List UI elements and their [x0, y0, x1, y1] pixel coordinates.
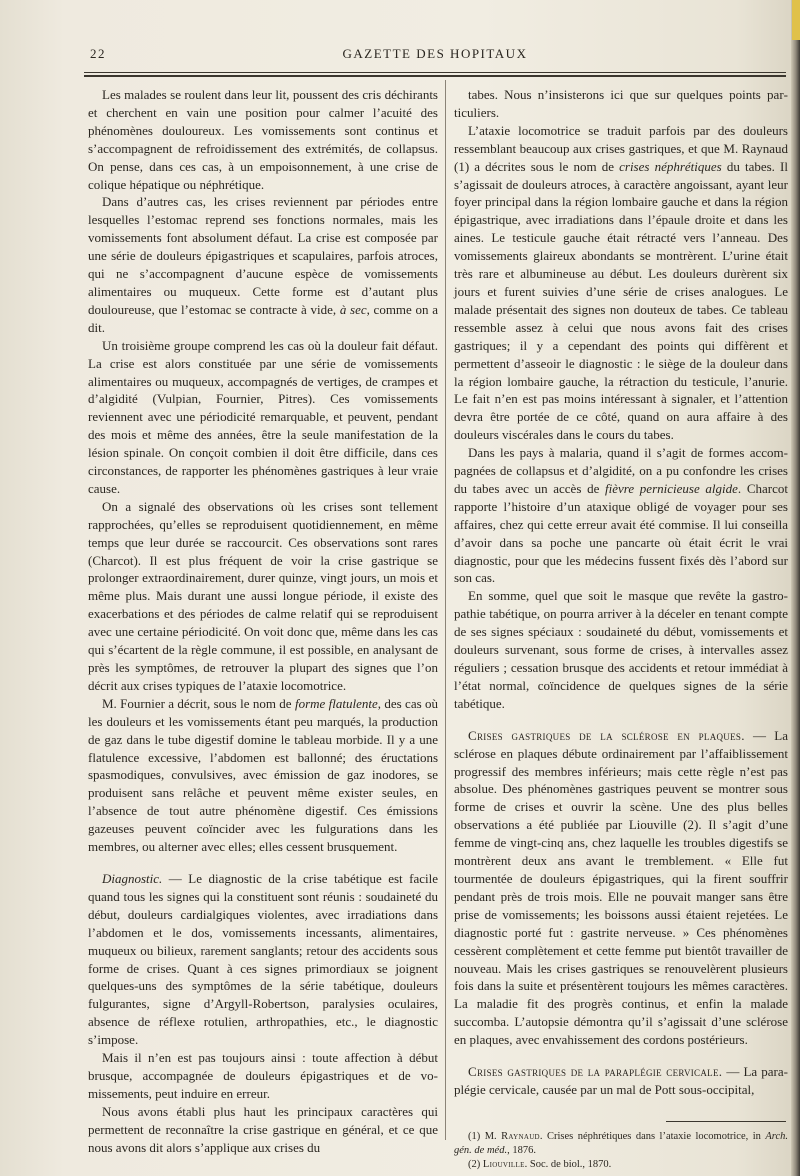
text-run: fièvre pernicieuse algide — [605, 480, 738, 496]
text-run: Nous avons établi plus haut les principaux caractères qui permettent de reconnaître la crise gastrique en général, et ce que nous avons dit alors s’applique aux crises du — [88, 1103, 438, 1155]
footnote — [454, 1158, 788, 1172]
page-number: 22 — [90, 46, 106, 61]
text-run: . Crises néphrétiques dans l’ataxie locomotrice, in — [539, 1130, 766, 1142]
text-run: Un troisième groupe comprend les cas où la douleur fait défaut. La crise est alors constituée par une série de vomissements alimentaires ou muqueux, accompagnés de vertiges, de crampes et d’algidité (Vulpian, Fournier, Pitres). Ces vomissements reviennent avec une périodicité remarquable, et peuvent, pendant des mois et même des années, être la seule manifestation de la lésion spinale. On conçoit combien il doit être difficile, dans ces circonstances, de rapporter les phénomènes gastriques à leur vraie cause. — [88, 337, 438, 496]
text-run: tabes. Nous n’insisterons ici que sur quelques points particuliers. — [454, 87, 788, 120]
paragraph — [88, 1103, 438, 1157]
footnote-rule — [666, 1121, 786, 1122]
text-run: à sec — [339, 301, 367, 317]
text-run: Liouville — [482, 1158, 525, 1170]
left-column — [88, 86, 438, 1156]
text-run: — Le diagnostic de la crise tabétique est facile quand tous les signes qui la constituent sont réunis : soudaineté du début, douleurs cardialgiques violentes, avec irradiations dans l’abdomen et le dos, vomissements incessants, alimentaires, muqueux ou bilieux, rarement sanglants; retour des accidents sous forme de crises. Quant à ces signes primordiaux se joignent quelques-uns des symptômes de la série tabétique, douleurs fulgurantes, signe d’Argyll-Robertson, paralysies oculaires, absence de réflexe rotulien, arthropathies, etc., le diagnostic s’impose. — [88, 870, 438, 1048]
text-run: En somme, quel que soit le masque que revête la gastropathie tabétique, on pourra arriver à la déceler en tenant compte de ses signes spéciaux : soudaineté du début, vomissements et douleurs survenant, sous forme de crises, à intervalles assez réguliers ; cessation brusque des accidents et retour immédiat à l’état normal, coïncidence de quelques signes de la série tabétique. — [454, 588, 788, 711]
paragraph — [88, 86, 438, 193]
paragraph — [88, 870, 438, 1049]
text-run: (2) — [468, 1158, 483, 1170]
paragraph — [454, 727, 788, 1049]
corner-tab-mark — [792, 0, 800, 40]
paragraph — [88, 695, 438, 856]
text-run: — La paraplégie cervicale, causée par un mal de Pott sous-occipital, — [454, 1064, 788, 1097]
text-run: Mais il n’en est pas toujours ainsi : toute affection à début brusque, accompagnée de douleurs épigastriques et de vomissements, peut induire en erreur. — [88, 1050, 438, 1101]
text-run: . Charcot rapporte l’histoire d’un ataxique obligé de voyager pour ses affaires, chez qui cette erreur avait été commise. Il lui conseilla d’avoir dans sa poche une pancarte où était écrit le vrai diagnostic, pour que les médecins fussent fixés dès l’abord sur son cas. — [454, 480, 788, 586]
journal-title: GAZETTE DES HOPITAUX — [342, 46, 528, 61]
text-run: L’ataxie locomotrice se traduit parfois par des douleurs ressemblant beaucoup aux crises gastriques, et que M. Raynaud (1) a décrites sous le nom de — [454, 122, 788, 174]
header-rule-thin — [84, 72, 786, 73]
paragraph — [454, 122, 788, 444]
column-divider — [445, 80, 446, 1140]
text-run: Les malades se roulent dans leur lit, poussent des cris déchirants et cherchent en vain une position pour calmer l’acuité des phénomènes douloureux. Les vomissements sont continus et s’accompagnent de refroidissement des extrémités, de collapsus. On pense, dans ces cas, à un empoisonnement, à une crise de colique hépatique ou néphrétique. — [88, 87, 438, 192]
paragraph — [88, 193, 438, 336]
text-run: Diagnostic. — [102, 870, 163, 886]
book-spine-shadow — [791, 0, 800, 1176]
text-run: Dans d’autres cas, les crises reviennent par périodes entre lesquelles l’estomac reprend ses fonctions normales, mais les vomissements font absolument défaut. La crise est composée par une série de douleurs épigastriques et scapulaires, parfois atroces, qui ne s’accompagnent d’aucune espèce de vomissements alimentaires ou muqueux. Cette forme est d’autant plus douloureuse, que l’estomac se contracte à vide, — [88, 194, 438, 317]
paragraph — [454, 86, 788, 122]
paragraph — [88, 337, 438, 498]
text-run: , 1876. — [507, 1144, 536, 1156]
text-run: . Soc. de biol., 1870. — [524, 1158, 612, 1170]
running-header — [84, 46, 786, 66]
paragraph — [454, 1063, 788, 1099]
text-run: du tabes. Il s’agissait de douleurs atroces, à caractère angoissant, ayant leur foyer principal dans la région lombaire gauche et dans la région épigastrique, avec irradiations dans l’épaule droite et dans les aines. Le testicule gauche était rétracté vers l’anneau. Des vomissements glaireux abondants se montrèrent. L’urine était très rare et albumineuse au début. Les douleurs durèrent six jours et furent suivies d’une série de crises analogues. Le malade présentait des signes non douteux de tabes. Ce tableau ressemble assez à celui que nous avons fait des crises gastriques; il y a cependant des points qui diffèrent et permettent d’asseoir le diagnostic : le siège de la douleur dans la région lombaire gauche, la rétraction du testicule, l’anurie. Le fait n’en est pas moins intéressant à signaler, et l’attention devra être portée de ce côté, quand on aura affaire à des douleurs viscérales dans le cours du tabes. — [454, 158, 788, 443]
paragraph — [454, 587, 788, 712]
paragraph — [454, 444, 788, 587]
text-run: Dans les pays à malaria, quand il s’agit de formes accompagnées de collapsus et d’algidité, on a pu confondre les crises du tabes avec un accès de — [454, 445, 788, 496]
paragraph — [88, 1049, 438, 1103]
text-run: Arch. gén. de méd. — [454, 1130, 788, 1156]
text-run: forme flatulente — [294, 695, 378, 711]
text-run: Raynaud — [501, 1130, 540, 1142]
text-run: M. Fournier a décrit, sous le nom de — [102, 695, 295, 711]
text-run: — La sclérose en plaques débute ordinairement par l’affaiblissement progressif des membres inférieurs; mais cette règle n’est pas absolue. Des phénomènes gastriques peuvent se montrer sous forme de crises et ouvrir la scène. Une des plus belles observations a été publiée par Liouville (2). Il s’agit d’une femme de vingt-cinq ans, chez laquelle les troubles digestifs se montrèrent deux ans avant le tremblement. « Elle fut tourmentée de douleurs épigastriques, qui la firent souffrir pendant près de trois mois. Elle ne pouvait manger sans être prise de vomissements; les boissons aussi étaient rejetées. Le diagnostic porté fut : gastrite nerveuse. » Ces phénomènes cessèrent complètement et cette femme put bientôt travailler de nouveau. Mais les crises gastriques se renouvelèrent plusieurs fois dans la suite et présentèrent toujours les mêmes caractères. La maladie fit des progrès continus, et enfin la malade succomba. L’autopsie démontra qu’il s’agissait d’une sclérose en plaques, avec envahissement des cordons postérieurs. — [454, 727, 788, 1048]
paragraph — [88, 498, 438, 695]
text-run: Crises gastriques de la sclérose en plaques. — [468, 727, 745, 743]
footnote — [454, 1130, 788, 1158]
text-run: , des cas où les douleurs et les vomissements étant peu marqués, la production de gaz dans le tube digestif domine le tableau morbide. Il y a une flatulence excessive, l’abdomen est ballonné; des éructations spasmodiques, convulsives, avec émission de gaz inodores, se produisent sans relâche et peuvent même exister seules, en l’absence de tout autre phénomène digestif. Ces émissions gazeuses peuvent coïncider avec les fulgurations dans les membres, ou alterner avec elles; elles cessent brusquement. — [88, 695, 439, 855]
text-run: (1) M. — [468, 1130, 502, 1142]
text-run: , comme on a dit. — [88, 301, 438, 335]
text-run: crises néphrétiques — [619, 158, 722, 174]
text-run: On a signalé des observations où les crises sont tellement rapprochées, qu’elles se reproduisent quotidiennement, en même temps que leur durée se raccourcit. Ces observations sont rares (Charcot). Il est plus fréquent de voir la crise gastrique se prolonger extraordinairement, durer quinze, vingt jours, un mois et même plus. Mais durant une aussi longue période, il existe des exacerbations et des périodes de calme relatif qui se reproduisent avec une certaine périodicité. On voit donc que, même dans les cas qui s’écartent de la règle commune, il est possible, en analysant de près les symptômes, de retrouver la plupart des signes que l’on décrit aux crises typiques de l’ataxie locomotrice. — [88, 498, 438, 693]
header-rule-thick — [84, 75, 786, 77]
right-column — [454, 86, 788, 1172]
text-run: Crises gastriques de la paraplégie cervicale. — [468, 1064, 723, 1080]
